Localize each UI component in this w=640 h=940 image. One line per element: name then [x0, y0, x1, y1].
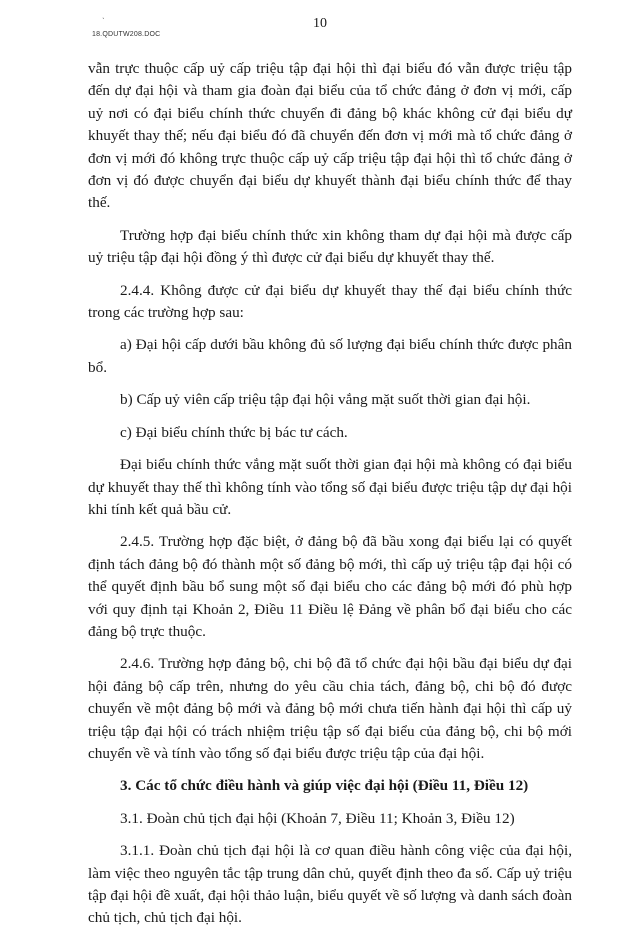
paragraph: Trường hợp đại biểu chính thức xin không tham dự đại hội mà được cấp uỷ triệu tập đại hội đồng ý thì được cử đại biểu dự khuyết thay thế.: [88, 226, 572, 267]
document-body: [88, 58, 572, 940]
list-item-a: a) Đại hội cấp dưới bầu không đủ số lượng đại biểu chính thức được phân bổ.: [88, 336, 572, 376]
paragraph-2-4-6: 2.4.6. Trường hợp đảng bộ, chi bộ đã tổ chức đại hội bầu đại biểu dự đại hội đảng bộ cấp trên, nhưng do yêu cầu chia tách, đảng bộ, chi bộ đó được chuyển về một đảng bộ mới và đảng bộ mới chưa tiến hành đại hội thì cấp uỷ triệu tập đại hội có trách nhiệm triệu tập số đại biểu của đảng bộ, chi bộ mới chuyển về và tính vào tổng số đại biểu được triệu tập của đại hội.: [88, 655, 572, 762]
page-number: 10: [313, 16, 327, 31]
scan-mark: ˋ: [102, 17, 105, 26]
paragraph-3-1-1: 3.1.1. Đoàn chủ tịch đại hội là cơ quan điều hành công việc của đại hội, làm việc theo nguyên tắc tập trung dân chủ, quyết định theo đa số. Cấp uỷ triệu tập đại hội đề xuất, đại hội thảo luận, biểu quyết về số lượng và danh sách đoàn chủ tịch, chủ tịch đại hội.: [88, 842, 572, 927]
paragraph-continuation: vẫn trực thuộc cấp uỷ cấp triệu tập đại hội thì đại biểu đó vẫn được triệu tập đến dự đại hội và tham gia đoàn đại biểu của tổ chức đảng ở đơn vị mới, cấp uỷ nơi có đại biểu chính thức chuyển đi đảng bộ khác không cử đại biểu dự khuyết thay thế; nếu đại biểu đó đã chuyển đến đơn vị mới mà tổ chức đảng ở đơn vị mới đó không trực thuộc cấp uỷ cấp triệu tập đại hội thì tổ chức đảng ở đơn vị đó được chuyển đại biểu dự khuyết thành đại biểu chính thức để thay thế.: [88, 60, 572, 212]
paragraph: Đại biểu chính thức vắng mặt suốt thời gian đại hội mà không có đại biểu dự khuyết thay thế thì không tính vào tổng số đại biểu được triệu tập dự đại hội khi tính kết quả bầu cử.: [88, 456, 572, 518]
paragraph-2-4-4: 2.4.4. Không được cử đại biểu dự khuyết thay thế đại biểu chính thức trong các trường hợp sau:: [88, 281, 572, 322]
subsection-heading-3-1: 3.1. Đoàn chủ tịch đại hội (Khoản 7, Điều 11; Khoản 3, Điều 12): [120, 809, 515, 827]
section-heading-3: 3. Các tổ chức điều hành và giúp việc đại hội (Điều 11, Điều 12): [120, 777, 529, 795]
list-item-b: b) Cấp uỷ viên cấp triệu tập đại hội vắng mặt suốt thời gian đại hội.: [120, 391, 531, 409]
file-name-header: 18.QDUTW208.DOC: [92, 31, 161, 38]
list-item-c: c) Đại biểu chính thức bị bác tư cách.: [120, 423, 348, 441]
paragraph-2-4-5: 2.4.5. Trường hợp đặc biệt, ở đảng bộ đã bầu xong đại biểu lại có quyết định tách đảng bộ đó thành một số đảng bộ mới, thì cấp uỷ triệu tập đại hội có thể quyết định bầu bổ sung một số đại biểu cho các đảng bộ mới đó phù hợp với quy định tại Khoản 2, Điều 11 Điều lệ Đảng về phân bổ đại biểu cho các đảng bộ trực thuộc.: [88, 533, 572, 640]
